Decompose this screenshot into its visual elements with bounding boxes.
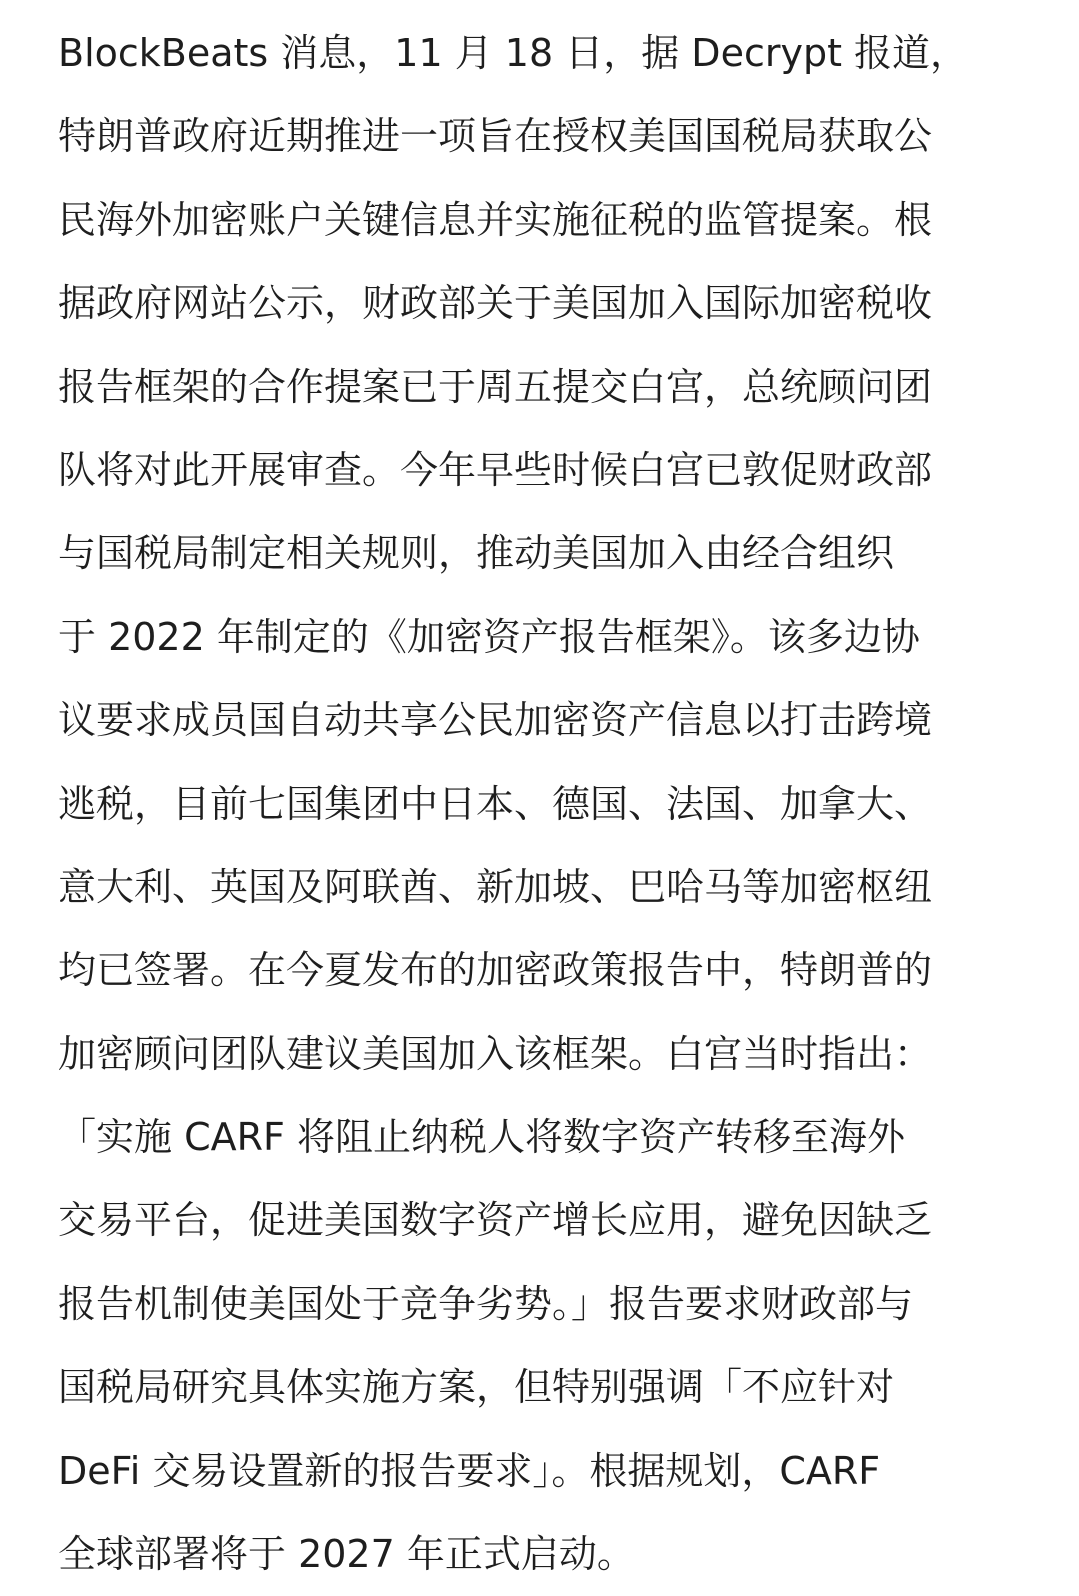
text-line: 特朗普政府近期推进一项旨在授权美国国税局获取公	[58, 114, 933, 159]
text-line: 民海外加密账户关键信息并实施征税的监管提案。根	[58, 197, 933, 242]
text-line: 加密顾问团队建议美国加入该框架。白宫当时指出：	[58, 1031, 933, 1076]
text-line: 逃税，目前七国集团中日本、德国、法国、加拿大、	[58, 781, 933, 826]
text-line: 意大利、英国及阿联酋、新加坡、巴哈马等加密枢纽	[58, 864, 933, 909]
text-line: 交易平台，促进美国数字资产增长应用，避免因缺乏	[58, 1198, 933, 1243]
text-line: 报告机制使美国处于竞争劣势。」报告要求财政部与	[58, 1281, 914, 1326]
text-line: BlockBeats 消息，11 月 18 日，据 Decrypt 报道，	[58, 31, 969, 75]
text-line: 报告框架的合作提案已于周五提交白宫，总统顾问团	[58, 364, 933, 409]
text-line: 全球部署将于 2027 年正式启动。	[58, 1532, 635, 1577]
text-line: 据政府网站公示，财政部关于美国加入国际加密税收	[58, 281, 933, 326]
text-line: 均已签署。在今夏发布的加密政策报告中，特朗普的	[58, 948, 933, 993]
news-article	[58, 12, 1028, 1596]
text-line: 议要求成员国自动共享公民加密资产信息以打击跨境	[58, 698, 933, 743]
text-line: 队将对此开展审查。今年早些时候白宫已敦促财政部	[58, 447, 933, 492]
text-line: 「实施 CARF 将阻止纳税人将数字资产转移至海外	[58, 1115, 905, 1160]
text-line: 于 2022 年制定的《加密资产报告框架》。该多边协	[58, 614, 920, 659]
text-line: DeFi 交易设置新的报告要求」。根据规划，CARF	[58, 1448, 881, 1493]
text-line: 与国税局制定相关规则，推动美国加入由经合组织	[58, 531, 895, 576]
text-line: 国税局研究具体实施方案，但特别强调「不应针对	[58, 1365, 895, 1410]
news-paragraph	[58, 12, 1028, 1596]
